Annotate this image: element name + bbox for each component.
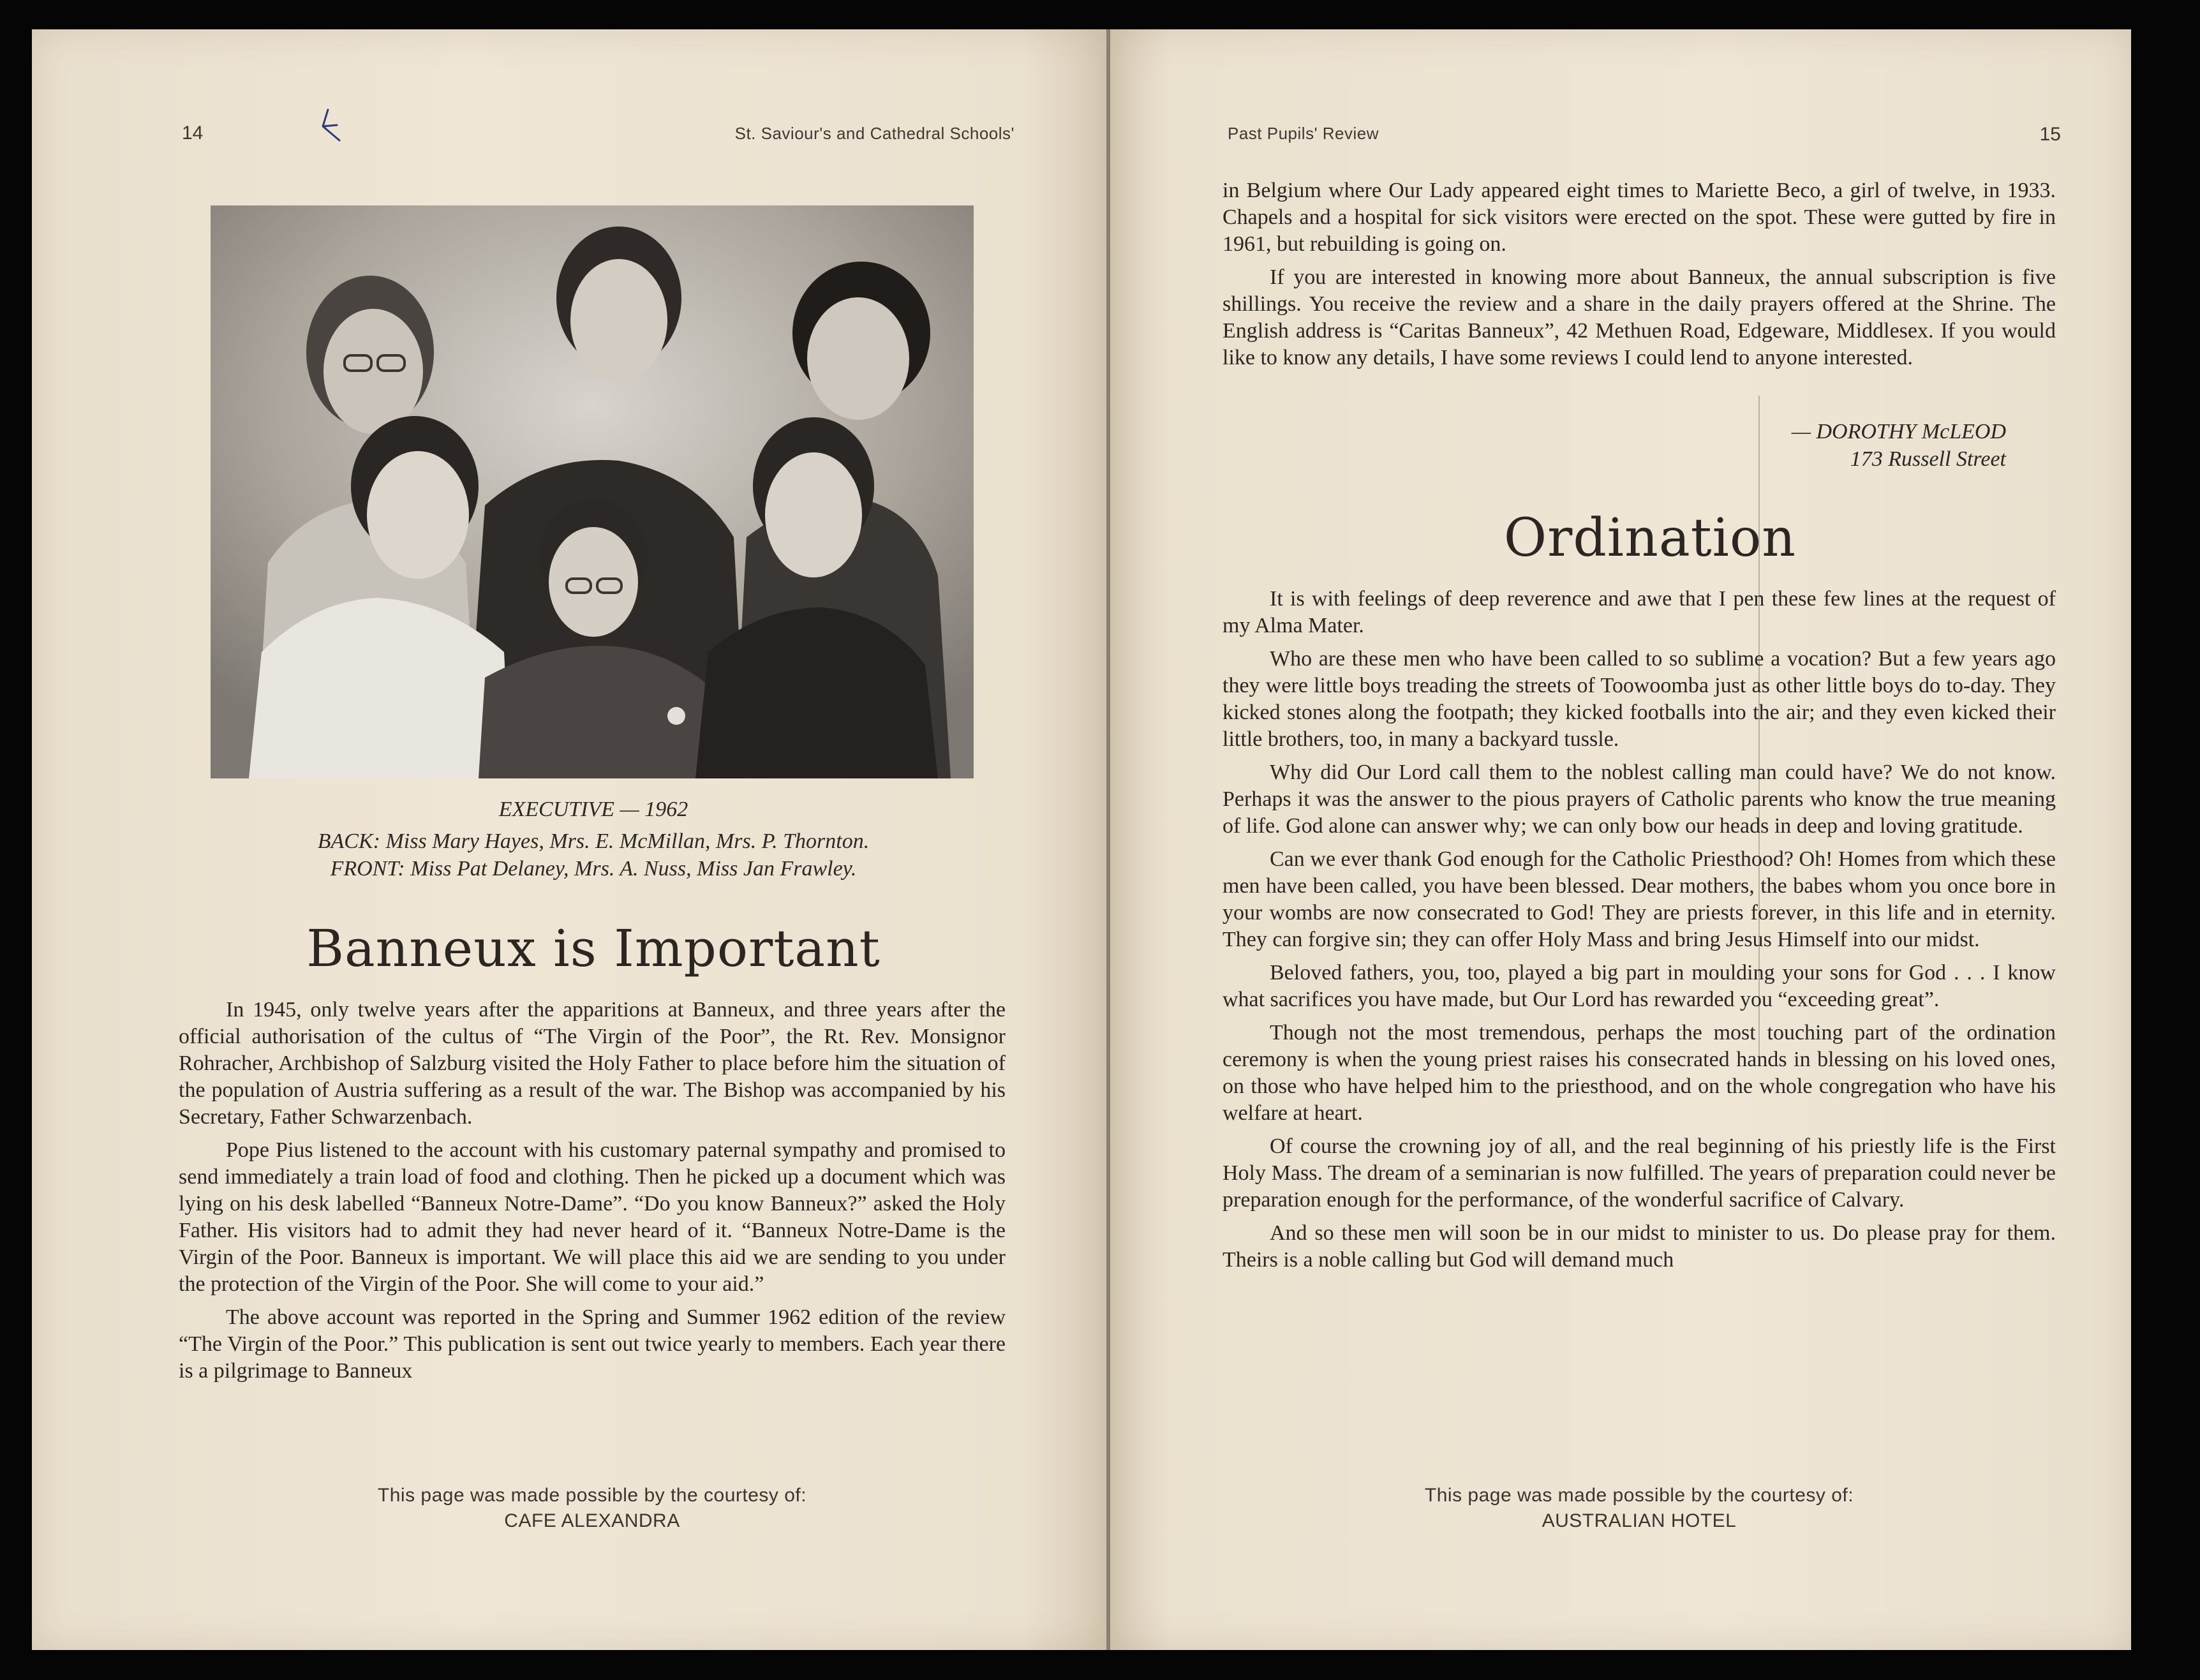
executive-group-photo (211, 205, 974, 778)
photo-caption-front-row: FRONT: Miss Pat Delaney, Mrs. A. Nuss, Miss Jan Frawley. (330, 857, 857, 881)
ordination-paragraph-3: Why did Our Lord call them to the noblest calling man could have? We do not know. Perhaps it was the answer to the pious prayers of Catholic parents who know the true meaning of life. God alone can answer why; we can only bow our heads in deep and loving gratitude. (1223, 761, 2056, 838)
banneux-continued-body (1223, 177, 2056, 378)
right-courtesy-sponsor: AUSTRALIAN HOTEL (1542, 1510, 1737, 1531)
right-page-number: 15 (2039, 124, 2061, 145)
right-courtesy-line: This page was made possible by the courtesy of: (1424, 1485, 1854, 1506)
ordination-paragraph-8: And so these men will soon be in our midst to minister to us. Do please pray for them. Theirs is a noble calling but God will demand much (1223, 1221, 2056, 1272)
group-photo-illustration (211, 205, 974, 778)
pencil-mark-icon (314, 107, 359, 145)
left-courtesy-sponsor: CAFE ALEXANDRA (504, 1510, 680, 1531)
banneux-continued-paragraph-1: in Belgium where Our Lady appeared eight times to Mariette Beco, a girl of twelve, in 1933. Chapels and a hospital for sick visitors were erected on the spot. These were gutted by fire in 1961, but rebuilding is going on. (1223, 179, 2056, 256)
left-courtesy-line: This page was made possible by the courtesy of: (377, 1485, 807, 1506)
photo-caption-title: EXECUTIVE — 1962 (498, 798, 688, 821)
ordination-article-title: Ordination (1503, 508, 1797, 569)
ordination-paragraph-5: Beloved fathers, you, too, played a big part in moulding your sons for God . . . I know what sacrifices you have made, but Our Lord has rewarded you “exceeding great”. (1223, 961, 2056, 1011)
signoff-author-address: 173 Russell Street (1850, 447, 2006, 471)
ordination-paragraph-7: Of course the crowning joy of all, and the real beginning of his priestly life is the First Holy Mass. The dream of a seminarian is now fulfilled. The years of preparation could never be preparation enough for the performance, of the wonderful sacrifice of Calvary. (1223, 1134, 2056, 1212)
banneux-paragraph-3: The above account was reported in the Spring and Summer 1962 edition of the review “The Virgin of the Poor.” This publication is sent out twice yearly to members. Each year there is a pilgrimage to Banneux (179, 1305, 1006, 1383)
ordination-paragraph-4: Can we ever thank God enough for the Catholic Priesthood? Oh! Homes from which these men have been called, you have been blessed. Dear mothers, the babes whom you once bore in your wombs are now consecrated to God! They are priests forever, in this life and in eternity. They can forgive sin; they can offer Holy Mass and bring Jesus Himself into our midst. (1223, 847, 2056, 951)
left-running-head: St. Saviour's and Cathedral Schools' (734, 124, 1015, 143)
photo-caption-back-row: BACK: Miss Mary Hayes, Mrs. E. McMillan, Mrs. P. Thornton. (317, 829, 870, 853)
banneux-article-body (179, 997, 1006, 1391)
signoff-author-name: — DOROTHY McLEOD (1791, 420, 2006, 443)
ordination-article-body (1223, 586, 2056, 1280)
ordination-paragraph-1: It is with feelings of deep reverence and awe that I pen these few lines at the request of my Alma Mater. (1223, 587, 2056, 637)
banneux-paragraph-1: In 1945, only twelve years after the apparitions at Banneux, and three years after the official authorisation of the cultus of “The Virgin of the Poor”, the Rt. Rev. Monsignor Rohracher, Archbishop of Salzburg visited the Holy Father to place before him the situation of the population of Austria suffering as a result of the war. The Bishop was accompanied by his Secretary, Father Schwarzenbach. (179, 998, 1006, 1129)
ordination-paragraph-2: Who are these men who have been called to so sublime a vocation? But a few years ago they were little boys treading the streets of Toowoomba just as other little boys do to-day. They kicked stones along the footpath; they kicked footballs into the air; and they even kicked their little brothers, too, in many a backyard tussle. (1223, 647, 2056, 751)
banneux-paragraph-2: Pope Pius listened to the account with his customary paternal sympathy and promised to send immediately a train load of food and clothing. Then he picked up a document which was lying on his desk labelled “Banneux Notre-Dame”. “Do you know Banneux?” asked the Holy Father. His visitors had to admit they had never heard of it. “Banneux Notre-Dame is the Virgin of the Poor. Banneux is important. We will place this aid we are sending to you under the protection of the Virgin of the Poor. She will come to your aid.” (179, 1138, 1006, 1296)
right-running-head: Past Pupils' Review (1228, 124, 1379, 143)
left-page-number: 14 (182, 123, 204, 144)
banneux-article-title: Banneux is Important (306, 919, 881, 978)
ordination-paragraph-6: Though not the most tremendous, perhaps the most touching part of the ordination ceremony is when the young priest raises his consecrated hands in blessing on his loved ones, on those who have helped him to the priesthood, and on the whole congregation who have his welfare at heart. (1223, 1021, 2056, 1125)
banneux-continued-paragraph-2: If you are interested in knowing more about Banneux, the annual subscription is five shillings. You receive the review and a share in the daily prayers offered at the Shrine. The English address is “Caritas Banneux”, 42 Methuen Road, Edgeware, Middlesex. If you would like to know any details, I have some reviews I could lend to anyone interested. (1223, 265, 2056, 369)
